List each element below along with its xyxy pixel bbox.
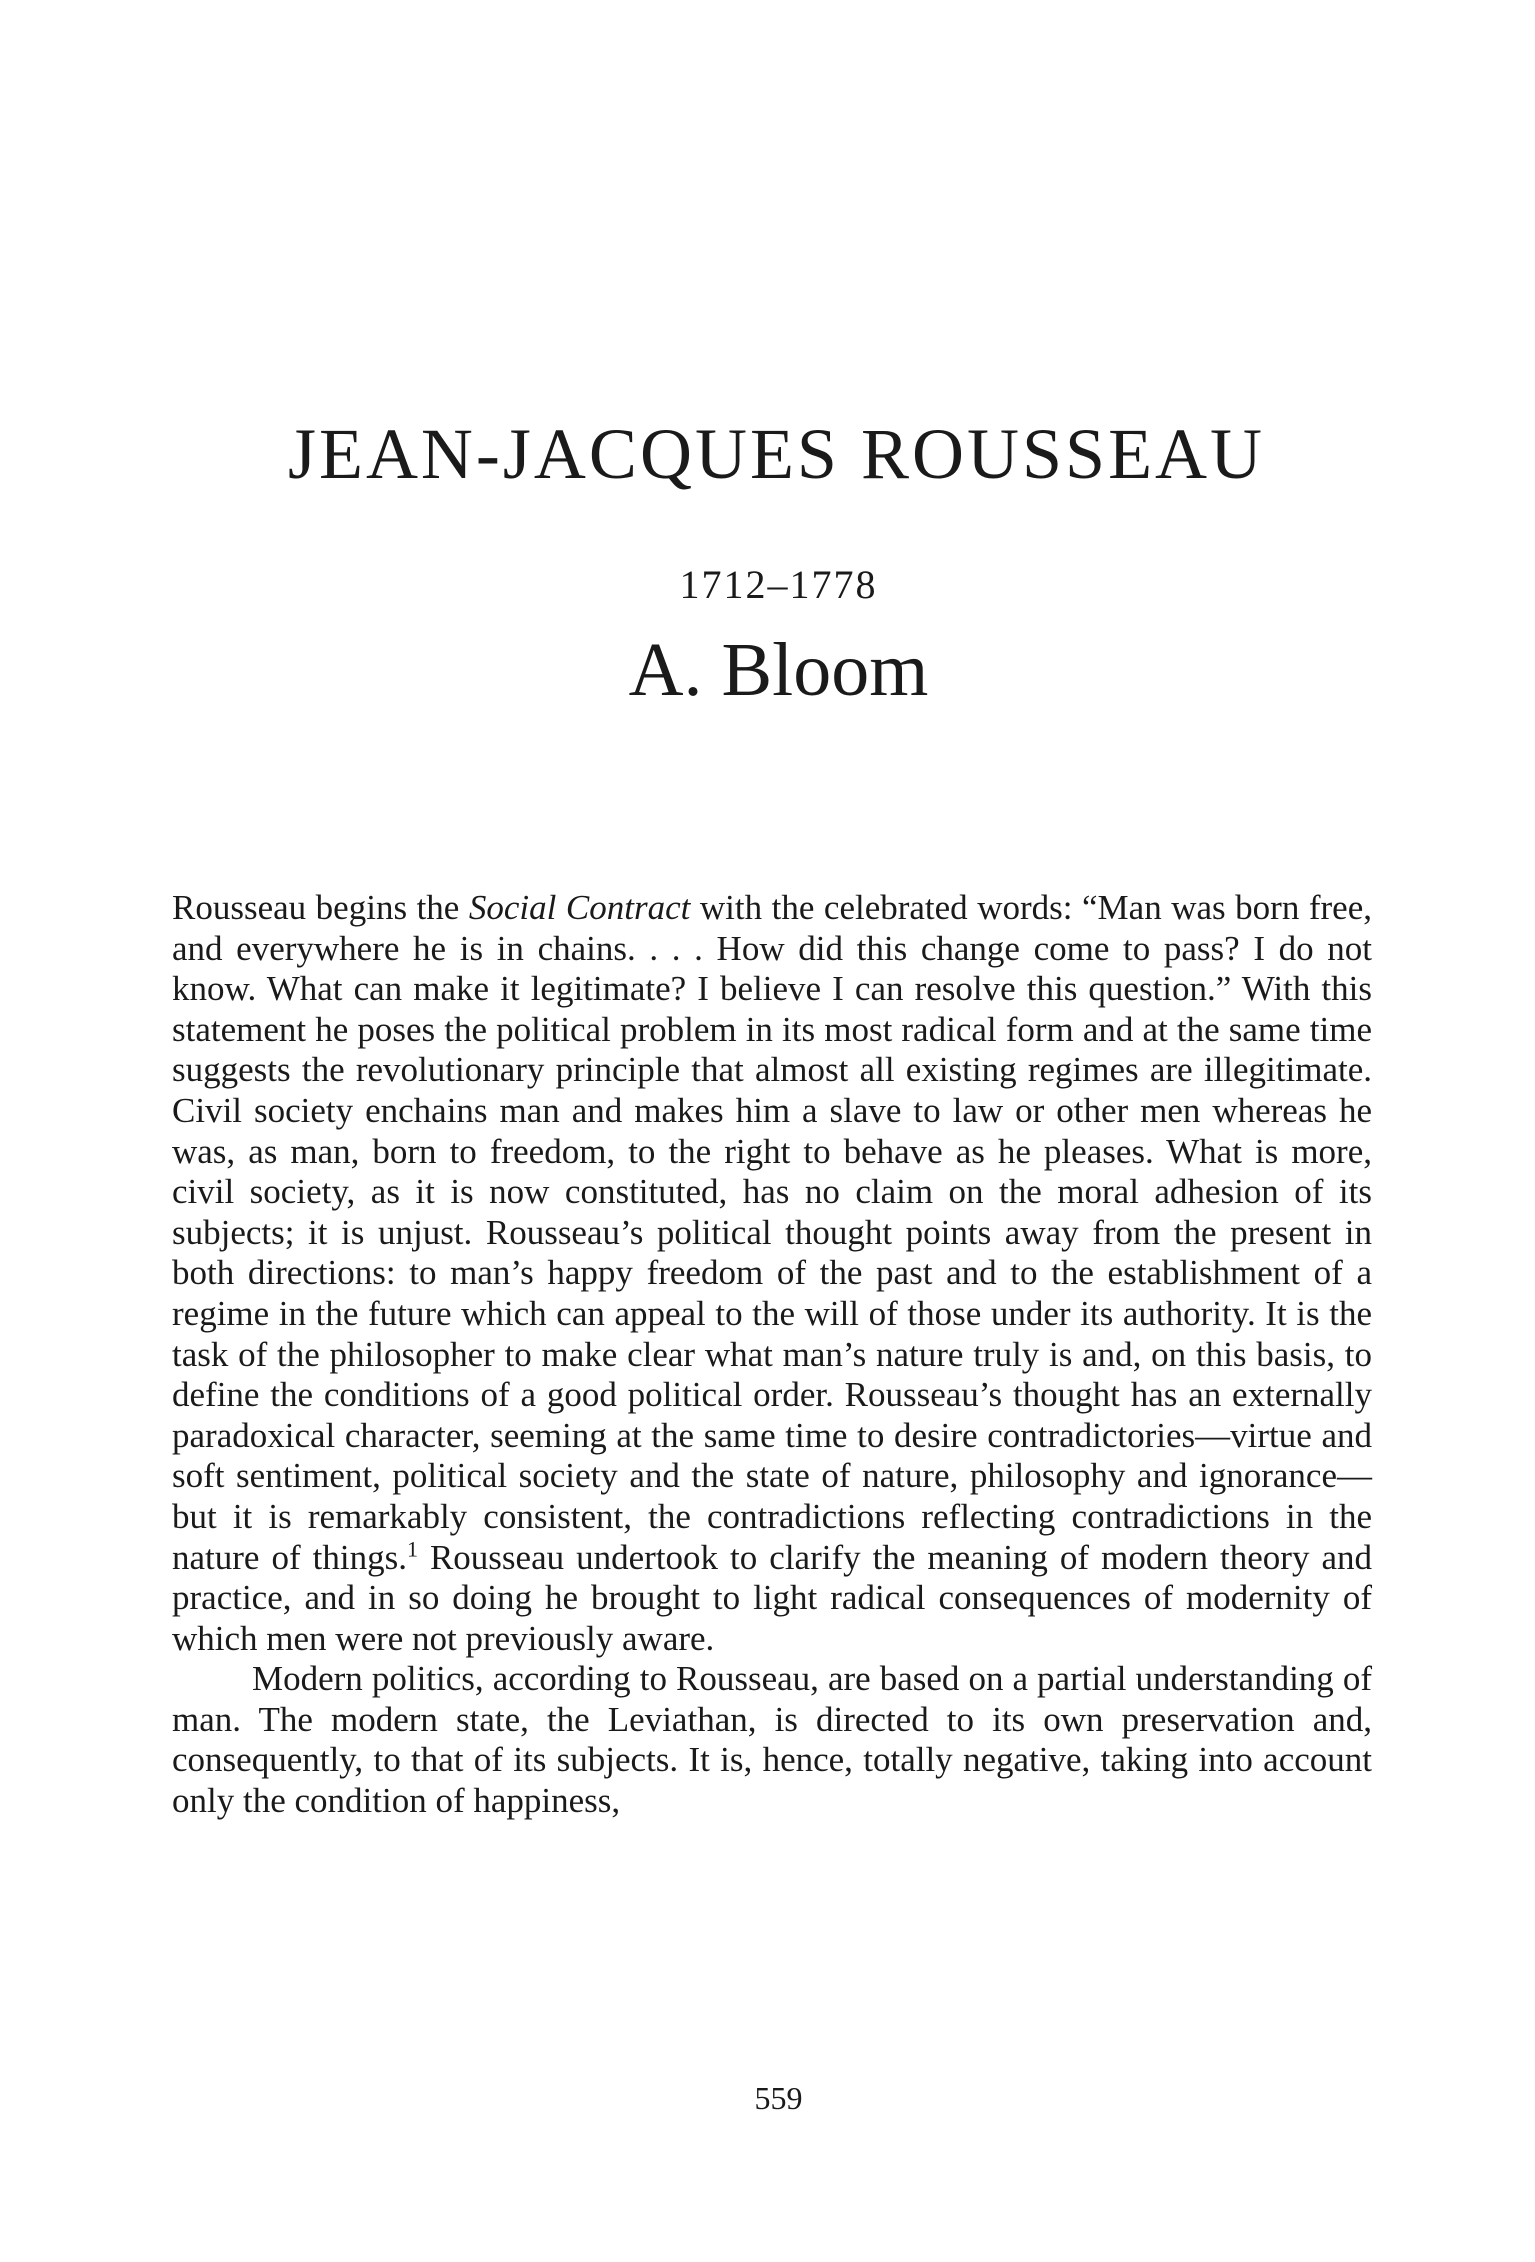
paragraph-1-tail: Rousseau undertook to clarify the meaning of modern theory and practice, and in so doing he brought to light radical consequences of modernity of which men were not previously aware. [172,1537,1372,1658]
footnote-marker: 1 [406,1535,418,1561]
paragraph-1-lead: Rousseau begins the [172,888,469,927]
chapter-dates: 1712–1778 [679,562,878,607]
paragraph-2: Modern politics, according to Rousseau, are based on a partial understanding of man. The modern state, the Leviathan, is directed to its own preservation and, consequently, to that of its subjects. It is, hence, totally negative, taking into account only the condition of happiness, [172,1659,1372,1821]
page-number: 559 [754,2080,803,2116]
social-contract-title: Social Contract [468,888,691,927]
paragraph-1 [172,888,1372,1659]
chapter-title: JEAN-JACQUES ROUSSEAU [287,414,1266,494]
body-text [172,888,1372,1822]
chapter-author: A. Bloom [628,628,929,712]
paragraph-1-body: with the celebrated words: “Man was born free, and everywhere he is in chains. . . . How did this change come to pass? I do not know. What can make it legitimate? I believe I can resolve this question.” With this statement he poses the political problem in its most radical form and at the same time suggests the revolutionary principle that almost all existing regimes are illegitimate. Civil society enchains man and makes him a slave to law or other men whereas he was, as man, born to freedom, to the right to behave as he pleases. What is more, civil society, as it is now constituted, has no claim on the moral adhesion of its subjects; it is unjust. Rousseau’s political thought points away from the present in both directions: to man’s happy freedom of the past and to the establishment of a regime in the future which can appeal to the will of those under its authority. It is the task of the philosopher to make clear what man’s nature truly is and, on this basis, to define the conditions of a good political order. Rousseau’s thought has an externally paradoxical character, seeming at the same time to desire contradictories—virtue and soft sentiment, political society and the state of nature, philosophy and ignorance—but it is remarkably consistent, the contradictions reflecting contradictions in the nature of things. [172,888,1372,1577]
